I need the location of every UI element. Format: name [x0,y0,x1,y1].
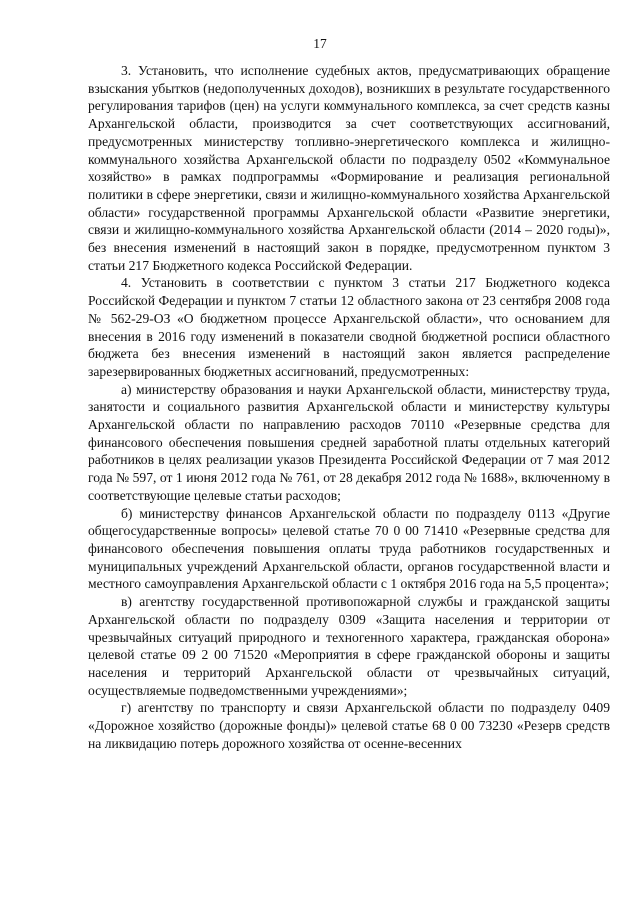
subparagraph-v: в) агентству государственной противопожарной службы и гражданской защиты Архангельской области по подразделу 0309 «Защита населения и территории от чрезвычайных ситуаций природного и техногенного характера, гражданская оборона» целевой статье 09 2 00 71520 «Мероприятия в сфере гражданской обороны и защиты населения и территорий Архангельской области от чрезвычайных ситуаций, осуществляемые подведомственными учреждениями»; [88,594,610,698]
paragraph-item-4: 4. Установить в соответствии с пунктом 3 статьи 217 Бюджетного кодекса Российской Федерации и пунктом 7 статьи 12 областного закона от 23 сентября 2008 года № 562-29-ОЗ «О бюджетном процессе Архангельской области», что основанием для внесения в 2016 году изменений в показатели сводной бюджетной росписи областного бюджета без внесения изменений в настоящий закон является распределение зарезервированных бюджетных ассигнований, предусмотренных: [88,275,610,379]
paragraph-item-3: 3. Установить, что исполнение судебных актов, предусматривающих обращение взыскания убытков (недополученных доходов), возникших в результате государственного регулирования тарифов (цен) на услуги коммунального комплекса, за счет средств казны Архангельской области, производится за счет соответствующих ассигнований, предусмотренных министерству топливно-энергетического комплекса и жилищно-коммунального хозяйства Архангельской области по подразделу 0502 «Коммунальное хозяйство» в рамках подпрограммы «Формирование и реализация региональной политики в сфере энергетики, связи и жилищно-коммунального хозяйства Архангельской области» государственной программы Архангельской области «Развитие энергетики, связи и жилищно-коммунального хозяйства Архангельской области (2014 – 2020 годы)», без внесения изменений в настоящий закон в порядке, предусмотренном пунктом 3 статьи 217 Бюджетного кодекса Российской Федерации. [88,63,610,273]
subparagraph-b: б) министерству финансов Архангельской области по подразделу 0113 «Другие общегосударственные вопросы» целевой статье 70 0 00 71410 «Резервные средства для финансового обеспечения повышения оплаты труда работников государственных и муниципальных учреждений Архангельской области, органов государственной власти и местного самоуправления Архангельской области с 1 октября 2016 года на 5,5 процента»; [88,505,610,592]
document-body [88,62,610,752]
page-number: 17 [313,36,327,51]
subparagraph-a: а) министерству образования и науки Архангельской области, министерству труда, занятости и социального развития Архангельской области и министерству культуры Архангельской области по направлению расходов 70110 «Резервные средства для финансового обеспечения повышения средней заработной платы отдельных категорий работников в целях реализации указов Президента Российской Федерации от 7 мая 2012 года № 597, от 1 июня 2012 года № 761, от 28 декабря 2012 года № 1688», включенному в соответствующие целевые статьи расходов; [88,381,610,503]
subparagraph-g: г) агентству по транспорту и связи Архангельской области по подразделу 0409 «Дорожное хозяйство (дорожные фонды)» целевой статье 68 0 00 73230 «Резерв средств на ликвидацию потерь дорожного хозяйства от осенне-весенних [88,700,610,751]
